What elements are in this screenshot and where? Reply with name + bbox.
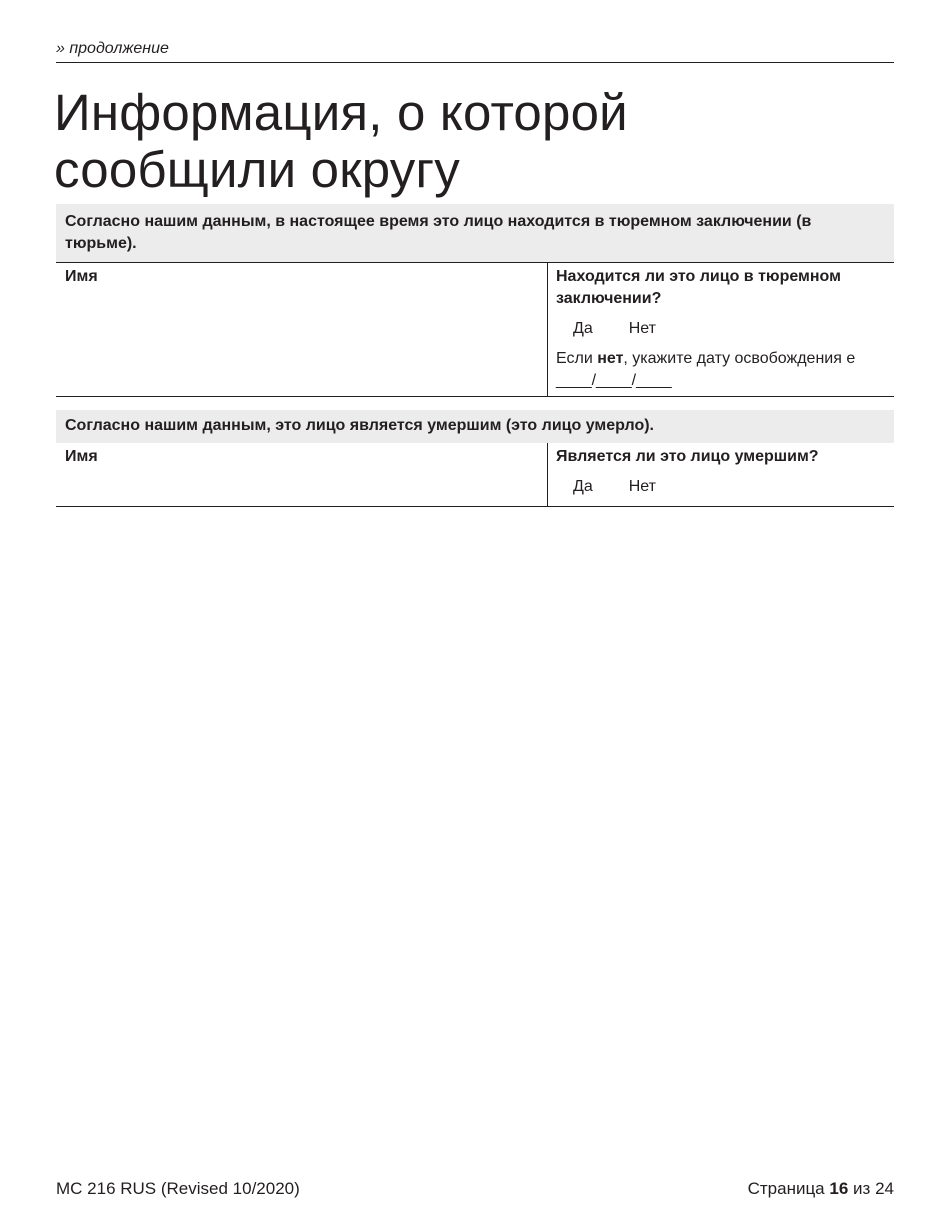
release-prefix: Если — [556, 350, 598, 367]
release-date-field[interactable] — [556, 348, 886, 392]
deceased-banner: Согласно нашим данным, это лицо является умершим (это лицо умерло). — [56, 410, 894, 443]
page-word: Страница — [747, 1179, 825, 1198]
page-current: 16 — [829, 1179, 849, 1198]
incarcerated-row — [56, 263, 894, 397]
incarcerated-banner: Согласно нашим данным, в настоящее время это лицо находится в тюремном заключении (в тюрьме). — [56, 204, 894, 263]
continued-note: » продолжение — [56, 40, 894, 63]
deceased-options — [556, 476, 886, 498]
name-label: Имя — [65, 448, 98, 465]
option-yes[interactable]: Да — [573, 478, 593, 495]
deceased-section — [56, 410, 894, 507]
page-of: из — [853, 1179, 871, 1198]
deceased-question: Является ли это лицо умершим? — [556, 448, 819, 465]
release-suffix: , укажите дату освобождения е ____/____/____ — [556, 350, 856, 389]
incarcerated-question: Находится ли это лицо в тюремном заключении? — [556, 268, 841, 307]
release-bold: нет — [597, 350, 624, 367]
option-yes[interactable]: Да — [573, 320, 593, 337]
page-number — [748, 1179, 894, 1199]
incarcerated-question-cell — [548, 263, 894, 396]
incarcerated-name-cell[interactable] — [56, 263, 548, 396]
page-title: Информация, о которой сообщили округу — [54, 84, 628, 198]
name-label: Имя — [65, 268, 98, 285]
form-id: MC 216 RUS (Revised 10/2020) — [56, 1179, 300, 1198]
deceased-name-cell[interactable] — [56, 443, 548, 506]
option-no[interactable]: Нет — [628, 320, 656, 337]
deceased-row — [56, 443, 894, 507]
option-no[interactable]: Нет — [628, 478, 656, 495]
incarcerated-section — [56, 204, 894, 397]
page-total: 24 — [875, 1179, 894, 1198]
incarcerated-options — [556, 318, 886, 340]
deceased-question-cell — [548, 443, 894, 506]
